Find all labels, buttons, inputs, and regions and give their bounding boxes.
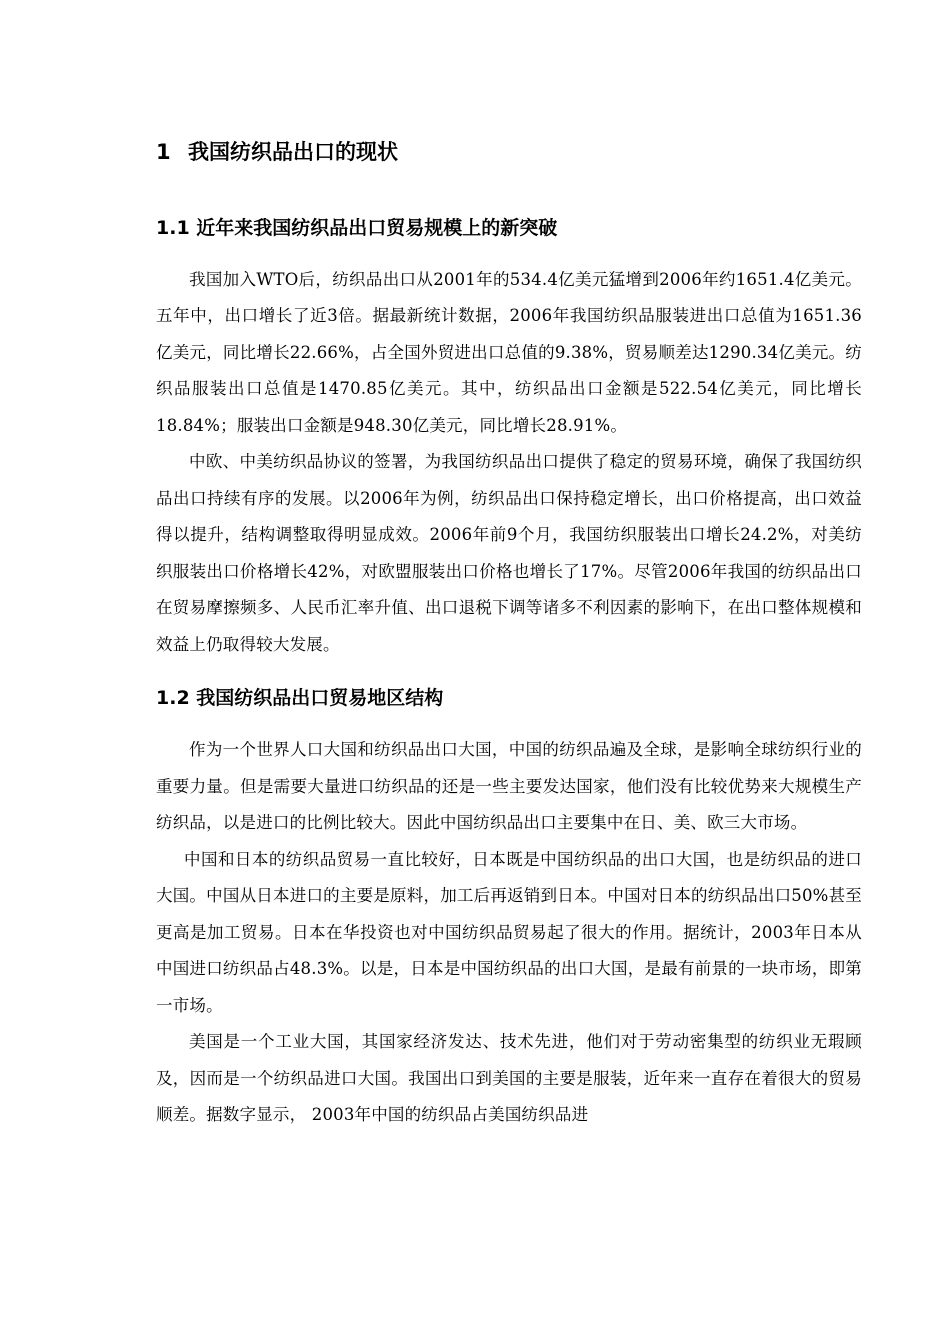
paragraph-1-2-1: 作为一个世界人口大国和纺织品出口大国，中国的纺织品遍及全球，是影响全球纺织行业的重要力量。但是需要大量进口纺织品的还是一些主要发达国家，他们没有比较优势来大规模生产纺织品，以是进口的比例比较大。因此中国纺织品出口主要集中在日、美、欧三大市场。 [156,740,862,833]
section-heading-1-2: 1.2 我国纺织品出口贸易地区结构 [156,687,444,710]
document-page [156,130,862,1134]
chapter-heading [156,138,862,167]
section-heading-1-1: 1.1 近年来我国纺织品出口贸易规模上的新突破 [156,217,558,240]
chapter-number: 1 [156,140,171,164]
paragraph-1-1-2: 中欧、中美纺织品协议的签署，为我国纺织品出口提供了稳定的贸易环境，确保了我国纺织品出口持续有序的发展。以2006年为例，纺织品出口保持稳定增长，出口价格提高，出口效益得以提升，结构调整取得明显成效。2006年前9个月，我国纺织服装出口增长24.2%，对美纺织服装出口价格增长42%，对欧盟服装出口价格也增长了17%。尽管2006年我国的纺织品出口在贸易摩擦频多、人民币汇率升值、出口退税下调等诸多不利因素的影响下，在出口整体规模和效益上仍取得较大发展。 [156,452,862,654]
paragraph-1-2-2: 中国和日本的纺织品贸易一直比较好，日本既是中国纺织品的出口大国，也是纺织品的进口大国。中国从日本进口的主要是原料，加工后再返销到日本。中国对日本的纺织品出口50%甚至更高是加工贸易。日本在华投资也对中国纺织品贸易起了很大的作用。据统计，2003年日本从中国进口纺织品占48.3%。以是，日本是中国纺织品的出口大国，是最有前景的一块市场，即第一市场。 [156,849,862,1015]
paragraph-1-1-1: 我国加入WTO后，纺织品出口从2001年的534.4亿美元猛增到2006年约1651.4亿美元。五年中，出口增长了近3倍。据最新统计数据，2006年我国纺织品服装进出口总值为1651.36亿美元，同比增长22.66%，占全国外贸进出口总值的9.38%，贸易顺差达1290.34亿美元。纺织品服装出口总值是1470.85亿美元。其中，纺织品出口金额是522.54亿美元，同比增长18.84%；服装出口金额是948.30亿美元，同比增长28.91%。 [156,269,862,435]
paragraph-1-2-3: 美国是一个工业大国，其国家经济发达、技术先进，他们对于劳动密集型的纺织业无瑕顾及，因而是一个纺织品进口大国。我国出口到美国的主要是服装，近年来一直存在着很大的贸易顺差。据数字显示， 2003年中国的纺织品占美国纺织品进 [156,1032,862,1125]
chapter-title: 我国纺织品出口的现状 [188,140,398,164]
